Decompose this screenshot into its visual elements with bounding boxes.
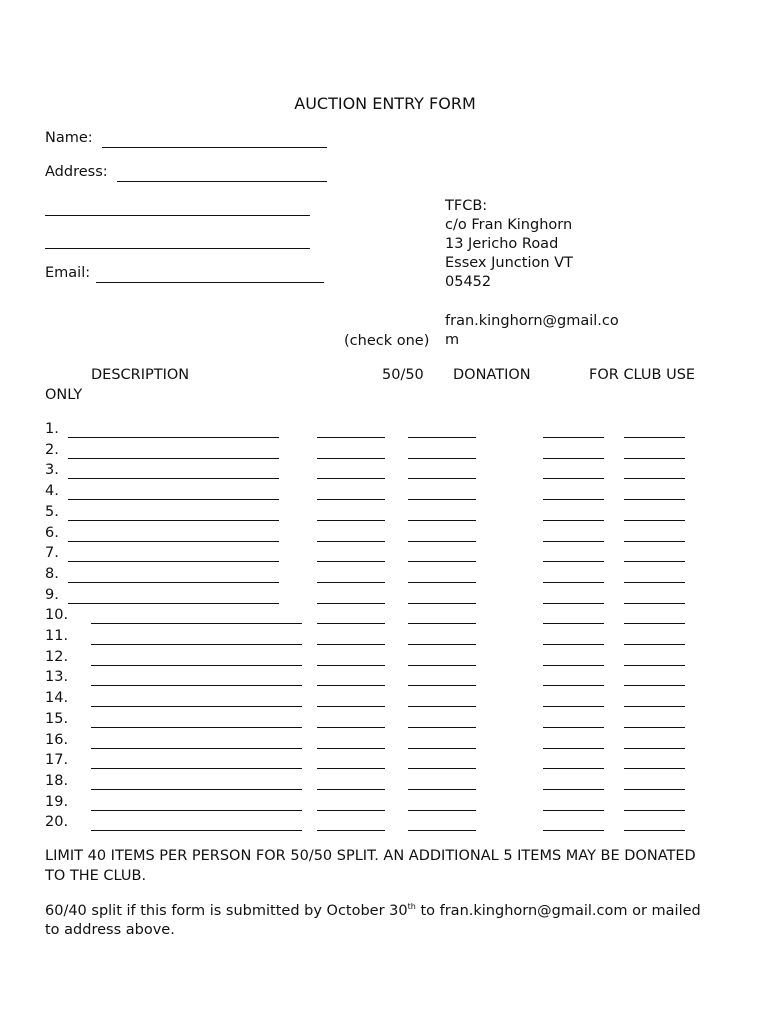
item-club-use-field-2[interactable]: [624, 665, 685, 666]
item-club-use-field-1[interactable]: [543, 830, 604, 831]
item-number: 11.: [45, 628, 69, 644]
item-club-use-field-1[interactable]: [543, 685, 604, 686]
item-donation-field[interactable]: [408, 727, 476, 728]
item-fifty-fifty-field[interactable]: [317, 644, 385, 645]
item-description-field[interactable]: [91, 748, 302, 749]
item-description-field[interactable]: [91, 727, 302, 728]
item-description-field[interactable]: [68, 478, 279, 479]
split-note-sup: th: [407, 902, 416, 911]
item-fifty-fifty-field[interactable]: [317, 748, 385, 749]
item-description-field[interactable]: [91, 810, 302, 811]
item-club-use-field-2[interactable]: [624, 810, 685, 811]
item-number: 1.: [45, 421, 59, 437]
item-club-use-field-1[interactable]: [543, 810, 604, 811]
item-club-use-field-1[interactable]: [543, 748, 604, 749]
item-description-field[interactable]: [68, 603, 279, 604]
column-header-donation: DONATION: [453, 367, 531, 383]
email-label: Email:: [45, 265, 91, 281]
split-note-line2: to address above.: [45, 922, 175, 938]
item-club-use-field-2[interactable]: [624, 561, 685, 562]
item-club-use-field-1[interactable]: [543, 520, 604, 521]
name-label: Name:: [45, 130, 93, 146]
item-club-use-field-1[interactable]: [543, 706, 604, 707]
split-note-line1: [45, 902, 701, 919]
item-fifty-fifty-field[interactable]: [317, 623, 385, 624]
item-fifty-fifty-field[interactable]: [317, 603, 385, 604]
column-header-description: DESCRIPTION: [91, 367, 190, 383]
item-club-use-field-2[interactable]: [624, 603, 685, 604]
item-club-use-field-2[interactable]: [624, 706, 685, 707]
item-fifty-fifty-field[interactable]: [317, 706, 385, 707]
item-description-field[interactable]: [68, 520, 279, 521]
item-club-use-field-1[interactable]: [543, 499, 604, 500]
item-number: 3.: [45, 462, 59, 478]
item-donation-field[interactable]: [408, 561, 476, 562]
item-number: 8.: [45, 566, 59, 582]
item-number: 2.: [45, 442, 59, 458]
item-description-field[interactable]: [91, 768, 302, 769]
item-donation-field[interactable]: [408, 458, 476, 459]
item-fifty-fifty-field[interactable]: [317, 685, 385, 686]
item-number: 6.: [45, 525, 59, 541]
item-description-field[interactable]: [68, 582, 279, 583]
item-fifty-fifty-field[interactable]: [317, 582, 385, 583]
item-fifty-fifty-field[interactable]: [317, 458, 385, 459]
item-description-field[interactable]: [91, 830, 302, 831]
club-email-line2: m: [445, 332, 460, 348]
item-club-use-field-2[interactable]: [624, 478, 685, 479]
item-fifty-fifty-field[interactable]: [317, 789, 385, 790]
item-description-field[interactable]: [91, 685, 302, 686]
item-donation-field[interactable]: [408, 520, 476, 521]
item-description-field[interactable]: [91, 706, 302, 707]
item-club-use-field-1[interactable]: [543, 458, 604, 459]
item-club-use-field-2[interactable]: [624, 499, 685, 500]
club-address-line2: c/o Fran Kinghorn: [445, 217, 573, 233]
item-donation-field[interactable]: [408, 623, 476, 624]
item-donation-field[interactable]: [408, 810, 476, 811]
item-description-field[interactable]: [68, 541, 279, 542]
item-number: 17.: [45, 752, 69, 768]
item-fifty-fifty-field[interactable]: [317, 541, 385, 542]
item-club-use-field-1[interactable]: [543, 665, 604, 666]
split-note-text-b: to fran.kinghorn@gmail.com or mailed: [415, 902, 701, 919]
form-title: AUCTION ENTRY FORM: [294, 94, 476, 113]
item-fifty-fifty-field[interactable]: [317, 478, 385, 479]
item-club-use-field-2[interactable]: [624, 644, 685, 645]
address-field-2[interactable]: [45, 215, 310, 216]
limit-note-line1: LIMIT 40 ITEMS PER PERSON FOR 50/50 SPLIT. AN ADDITIONAL 5 ITEMS MAY BE DONATED: [45, 848, 696, 864]
item-description-field[interactable]: [91, 789, 302, 790]
item-description-field[interactable]: [91, 665, 302, 666]
item-donation-field[interactable]: [408, 789, 476, 790]
item-club-use-field-2[interactable]: [624, 458, 685, 459]
item-club-use-field-1[interactable]: [543, 541, 604, 542]
item-club-use-field-2[interactable]: [624, 437, 685, 438]
item-number: 5.: [45, 504, 59, 520]
item-description-field[interactable]: [68, 561, 279, 562]
item-number: 20.: [45, 814, 69, 830]
item-description-field[interactable]: [68, 458, 279, 459]
item-fifty-fifty-field[interactable]: [317, 520, 385, 521]
address-field-3[interactable]: [45, 248, 310, 249]
split-note-text-a: 60/40 split if this form is submitted by October 30: [45, 902, 408, 919]
club-address-line4: Essex Junction VT: [445, 255, 573, 271]
item-club-use-field-1[interactable]: [543, 561, 604, 562]
item-club-use-field-2[interactable]: [624, 520, 685, 521]
item-club-use-field-1[interactable]: [543, 478, 604, 479]
item-donation-field[interactable]: [408, 541, 476, 542]
item-fifty-fifty-field[interactable]: [317, 810, 385, 811]
item-donation-field[interactable]: [408, 685, 476, 686]
item-fifty-fifty-field[interactable]: [317, 830, 385, 831]
item-donation-field[interactable]: [408, 603, 476, 604]
item-number: 14.: [45, 690, 69, 706]
item-club-use-field-2[interactable]: [624, 789, 685, 790]
item-club-use-field-1[interactable]: [543, 603, 604, 604]
item-number: 15.: [45, 711, 69, 727]
item-donation-field[interactable]: [408, 665, 476, 666]
item-fifty-fifty-field[interactable]: [317, 727, 385, 728]
club-address-line5: 05452: [445, 274, 492, 290]
item-donation-field[interactable]: [408, 499, 476, 500]
item-number: 10.: [45, 607, 69, 623]
club-address-line1: TFCB:: [445, 198, 488, 214]
item-club-use-field-1[interactable]: [543, 768, 604, 769]
item-number: 19.: [45, 794, 69, 810]
item-club-use-field-1[interactable]: [543, 623, 604, 624]
item-club-use-field-1[interactable]: [543, 727, 604, 728]
item-number: 7.: [45, 545, 59, 561]
email-field[interactable]: [96, 282, 324, 283]
item-description-field[interactable]: [91, 623, 302, 624]
item-donation-field[interactable]: [408, 748, 476, 749]
item-club-use-field-1[interactable]: [543, 437, 604, 438]
item-club-use-field-2[interactable]: [624, 727, 685, 728]
club-address-line3: 13 Jericho Road: [445, 236, 559, 252]
item-donation-field[interactable]: [408, 582, 476, 583]
item-description-field[interactable]: [68, 437, 279, 438]
check-one-note: (check one): [344, 333, 430, 349]
item-club-use-field-1[interactable]: [543, 582, 604, 583]
item-club-use-field-2[interactable]: [624, 582, 685, 583]
item-fifty-fifty-field[interactable]: [317, 499, 385, 500]
club-email-line1: fran.kinghorn@gmail.co: [445, 313, 619, 329]
item-number: 4.: [45, 483, 59, 499]
item-number: 13.: [45, 669, 69, 685]
item-donation-field[interactable]: [408, 768, 476, 769]
item-donation-field[interactable]: [408, 706, 476, 707]
item-donation-field[interactable]: [408, 478, 476, 479]
address-field-1[interactable]: [117, 181, 327, 182]
item-club-use-field-1[interactable]: [543, 789, 604, 790]
item-fifty-fifty-field[interactable]: [317, 437, 385, 438]
column-header-fifty-fifty: 50/50: [382, 367, 424, 383]
column-header-club-use: FOR CLUB USE: [589, 367, 696, 383]
item-club-use-field-1[interactable]: [543, 644, 604, 645]
item-fifty-fifty-field[interactable]: [317, 768, 385, 769]
item-club-use-field-2[interactable]: [624, 768, 685, 769]
limit-note-line2: TO THE CLUB.: [45, 868, 147, 884]
item-donation-field[interactable]: [408, 644, 476, 645]
item-number: 12.: [45, 649, 69, 665]
item-club-use-field-2[interactable]: [624, 541, 685, 542]
item-fifty-fifty-field[interactable]: [317, 561, 385, 562]
address-label: Address:: [45, 164, 108, 180]
column-header-only: ONLY: [45, 387, 83, 403]
item-description-field[interactable]: [68, 499, 279, 500]
item-description-field[interactable]: [91, 644, 302, 645]
item-club-use-field-2[interactable]: [624, 685, 685, 686]
item-fifty-fifty-field[interactable]: [317, 665, 385, 666]
item-donation-field[interactable]: [408, 437, 476, 438]
item-number: 16.: [45, 732, 69, 748]
item-number: 18.: [45, 773, 69, 789]
item-club-use-field-2[interactable]: [624, 748, 685, 749]
name-field[interactable]: [102, 147, 327, 148]
item-club-use-field-2[interactable]: [624, 623, 685, 624]
item-donation-field[interactable]: [408, 830, 476, 831]
item-club-use-field-2[interactable]: [624, 830, 685, 831]
item-number: 9.: [45, 587, 59, 603]
